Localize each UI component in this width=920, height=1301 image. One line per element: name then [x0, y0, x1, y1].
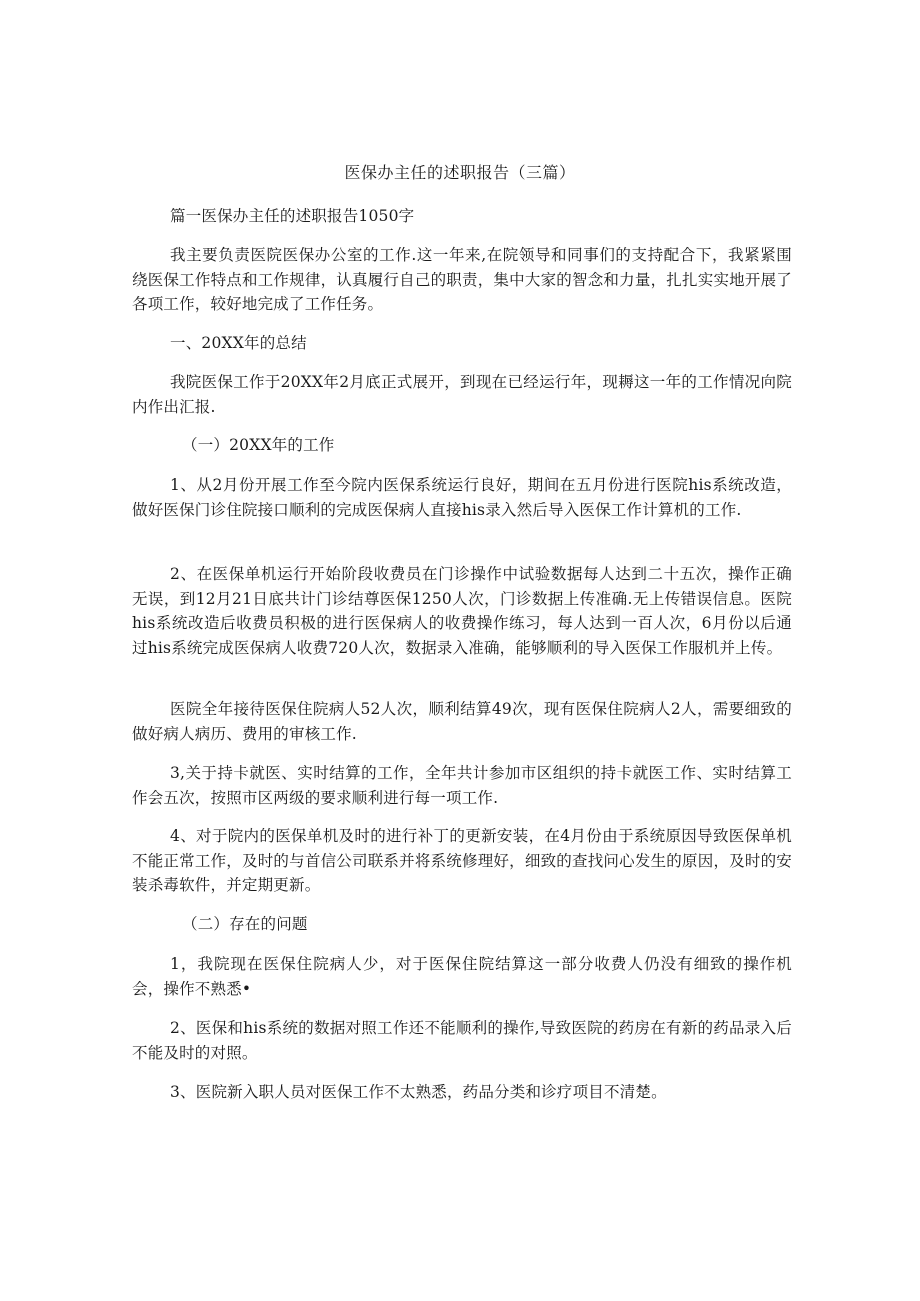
section-heading: 一、20XX年的总结 — [170, 334, 307, 352]
paragraph: 我主要负责医院医保办公室的工作.这一年来,在院领导和同事们的支持配合下，我紧紧围绕医保工作特点和工作规律，认真履行自己的职责，集中大家的智念和力量，扎扎实实地开展了各项工作，较好地完成了工作任务。 — [132, 246, 792, 313]
document-title: 医保办主任的述职报告（三篇） — [344, 163, 576, 182]
paragraph: 3,关于持卡就医、实时结算的工作，全年共计参加市区组织的持卡就医工作、实时结算工作会五次，按照市区两级的要求顺利进行每一项工作. — [132, 764, 792, 807]
subsection-heading: （二）存在的问题 — [182, 915, 308, 933]
paragraph: 我院医保工作于20XX年2月底正式展开，到现在已经运行年，现耨这一年的工作情况向院内作出汇报. — [132, 373, 792, 416]
paragraph: 2、医保和his系统的数据对照工作还不能顺利的操作,导致医院的药房在有新的药品录入后不能及时的对照。 — [132, 1019, 792, 1062]
paragraph: 4、对于院内的医保单机及时的进行补丁的更新安装，在4月份由于系统原因导致医保单机不能正常工作，及时的与首信公司联系并将系统修理好，细致的查找问心发生的原因，及时的安装杀毒软件，并定期更新。 — [132, 827, 792, 894]
paragraph: 2、在医保单机运行开始阶段收费员在门诊操作中试验数据每人达到二十五次，操作正确无误，到12月21日底共计门诊结尊医保1250人次，门诊数据上传准确.无上传错误信息。医院his系统改造后收费员积极的进行医保病人的收费操作练习，每人达到一百人次，6月份以后通过his系统完成医保病人收费720人次，数据录入准确，能够顺利的导入医保工作服机并上传。 — [132, 565, 792, 657]
paragraph: 1，我院现在医保住院病人少，对于医保住院结算这一部分收费人仍没有细致的操作机会，操作不熟悉• — [132, 955, 792, 998]
paragraph: 1、从2月份开展工作至今院内医保系统运行良好，期间在五月份进行医院his系统改造，做好医保门诊住院接口顺利的完成医保病人直接his录入然后导入医保工作计算机的工作. — [132, 476, 792, 519]
section-heading: 篇一医保办主任的述职报告1050字 — [170, 207, 415, 225]
paragraph: 3、医院新入职人员对医保工作不太熟悉，药品分类和诊疗项目不清楚。 — [170, 1083, 667, 1101]
subsection-heading: （一）20XX年的工作 — [182, 436, 335, 454]
paragraph: 医院全年接待医保住院病人52人次，顺利结算49次，现有医保住院病人2人，需要细致的做好病人病历、费用的审核工作. — [132, 700, 792, 743]
